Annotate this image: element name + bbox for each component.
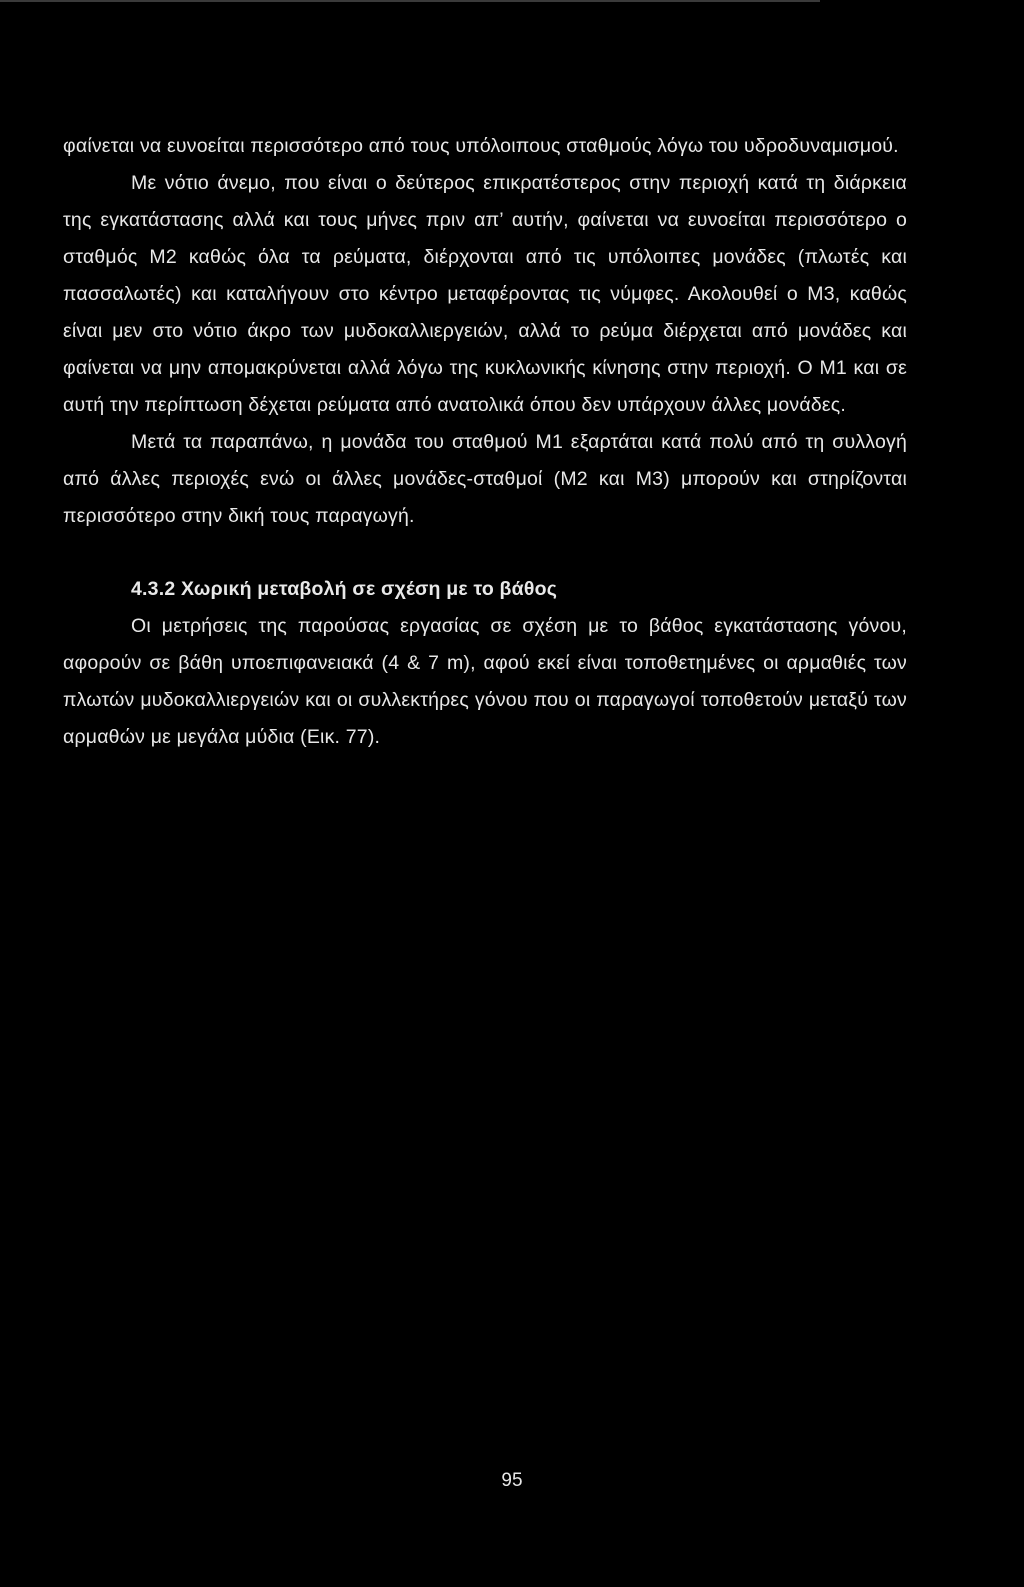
paragraph-depth-measurements: Οι μετρήσεις της παρούσας εργασίας σε σχέση με το βάθος εγκατάστασης γόνου, αφορούν σε βάθη υποεπιφανειακά (4 & 7 m), αφού εκεί είναι τοποθετημένες οι αρμαθιές των πλωτών μυδοκαλλιεργειών και οι συλλεκτήρες γόνου που οι παραγωγοί τοποθετούν μεταξύ των αρμαθών με μεγάλα μύδια (Εικ. 77).	[63, 615, 907, 748]
paragraph-continuation: φαίνεται να ευνοείται περισσότερο από τους υπόλοιπους σταθμούς λόγω του υδροδυναμισμού.	[63, 135, 899, 157]
document-body	[63, 128, 907, 756]
top-rule	[0, 0, 820, 2]
paragraph-station-dependence: Μετά τα παραπάνω, η μονάδα του σταθμού Μ1 εξαρτάται κατά πολύ από τη συλλογή από άλλες περιοχές ενώ οι άλλες μονάδες-σταθμοί (Μ2 και Μ3) μπορούν και στηρίζονται περισσότερο στην δική τους παραγωγή.	[63, 431, 907, 527]
paragraph-south-wind: Με νότιο άνεμο, που είναι ο δεύτερος επικρατέστερος στην περιοχή κατά τη διάρκεια της εγκατάστασης αλλά και τους μήνες πριν απ’ αυτήν, φαίνεται να ευνοείται περισσότερο ο σταθμός Μ2 καθώς όλα τα ρεύματα, διέρχονται από τις υπόλοιπες μονάδες (πλωτές και πασσαλωτές) και καταλήγουν στο κέντρο μεταφέροντας τις νύμφες. Ακολουθεί ο Μ3, καθώς είναι μεν στο νότιο άκρο των μυδοκαλλιεργειών, αλλά το ρεύμα διέρχεται από μονάδες και φαίνεται να μην απομακρύνεται αλλά λόγω της κυκλωνικής κίνησης στην περιοχή. Ο Μ1 και σε αυτή την περίπτωση δέχεται ρεύματα από ανατολικά όπου δεν υπάρχουν άλλες μονάδες.	[63, 172, 907, 416]
section-heading: 4.3.2 Χωρική μεταβολή σε σχέση με το βάθος	[131, 578, 558, 600]
page-number: 95	[501, 1470, 523, 1491]
